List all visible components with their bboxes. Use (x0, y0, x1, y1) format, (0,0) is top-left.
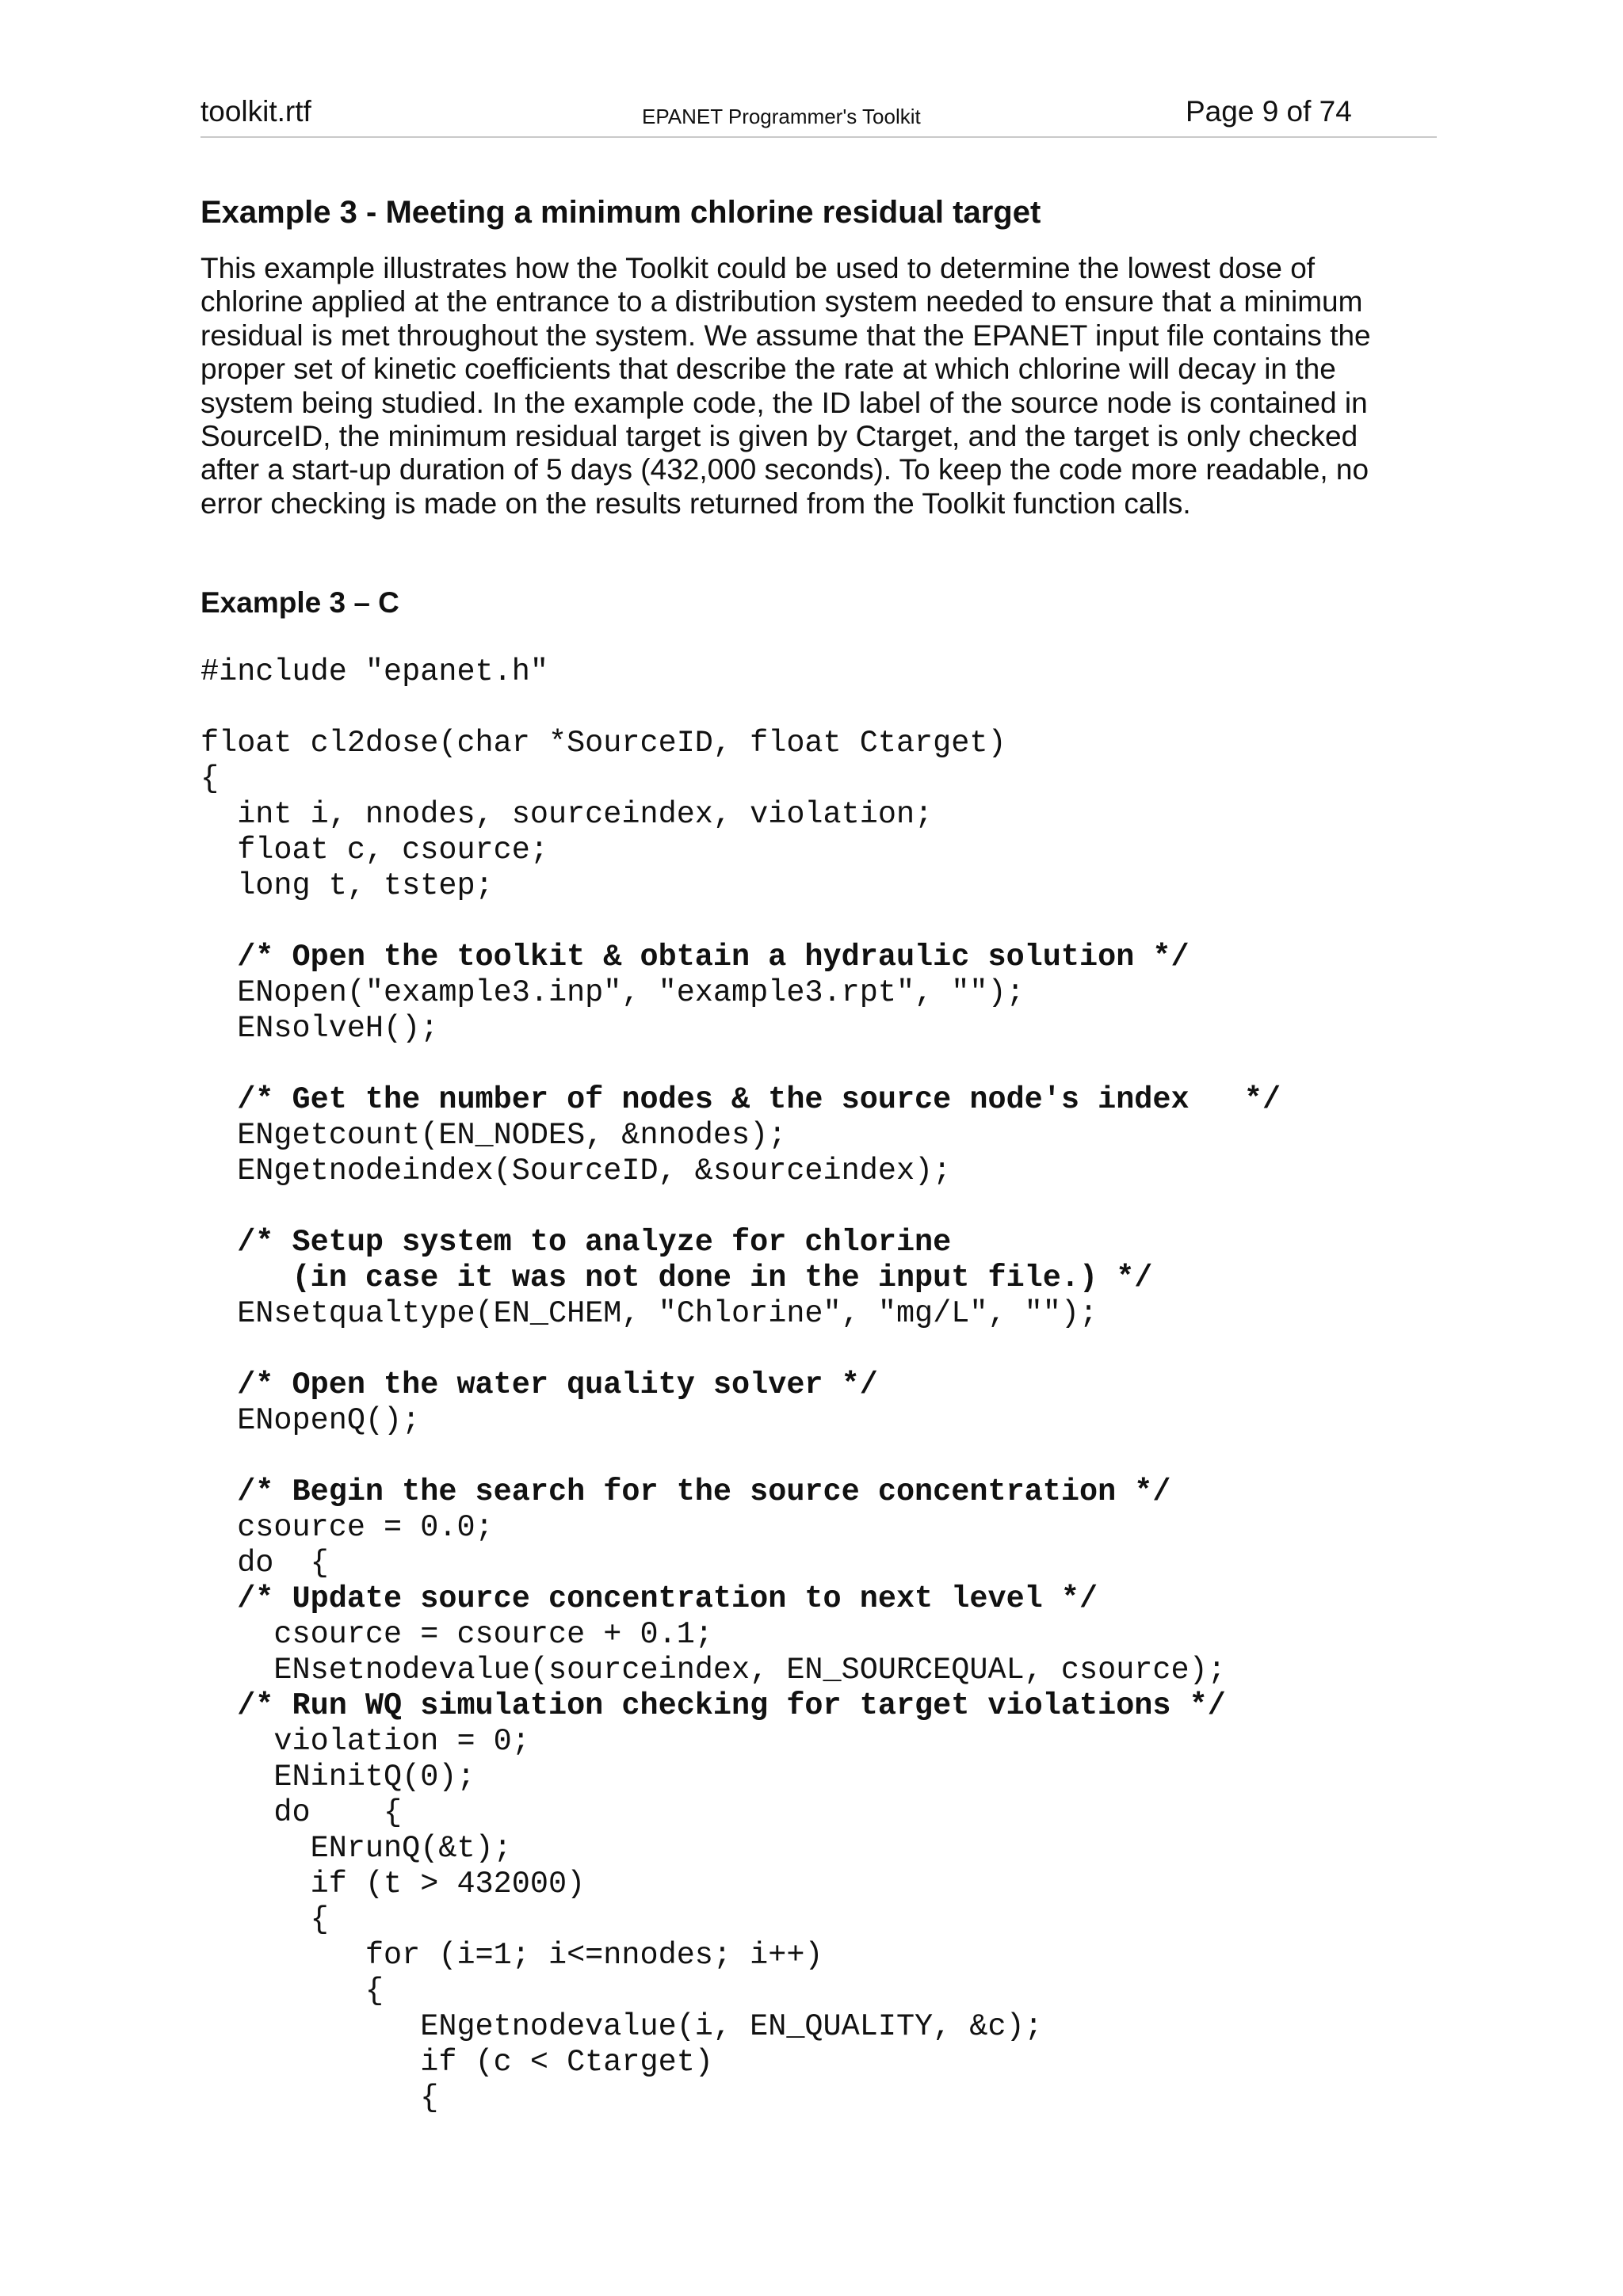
intro-line: residual is met throughout the system. We assume that the EPANET input file contains the (200, 318, 1371, 352)
code-line: { (200, 1974, 384, 2008)
code-line: { (200, 1902, 329, 1937)
code-line: ENsetnodevalue(sourceindex, EN_SOURCEQUAL, csource); (200, 1653, 1226, 1688)
code-line: ENopenQ(); (200, 1403, 421, 1438)
code-line: ENopen("example3.inp", "example3.rpt", ""); (200, 975, 1025, 1010)
code-line: ENgetnodevalue(i, EN_QUALITY, &c); (200, 2009, 1043, 2044)
code-line: violation = 0; (200, 1724, 530, 1759)
code-line: do { (200, 1546, 329, 1581)
code-comment-line: /* Begin the search for the source concentration */ (200, 1474, 1171, 1509)
code-line: csource = csource + 0.1; (200, 1617, 713, 1652)
header-page-indicator: Page 9 of 74 (1186, 95, 1352, 128)
intro-line: SourceID, the minimum residual target is given by Ctarget, and the target is only checked (200, 420, 1358, 453)
code-line: { (200, 2081, 439, 2115)
code-line: if (c < Ctarget) (200, 2045, 713, 2080)
header-doc-title: EPANET Programmer's Toolkit (642, 105, 921, 128)
code-line: ENgetcount(EN_NODES, &nnodes); (200, 1118, 787, 1153)
code-line: ENrunQ(&t); (200, 1831, 512, 1866)
code-line: csource = 0.0; (200, 1510, 494, 1545)
code-comment-line: /* Open the water quality solver */ (200, 1367, 878, 1402)
intro-paragraph (200, 252, 1445, 521)
code-line: ENinitQ(0); (200, 1760, 475, 1794)
code-line: long t, tstep; (200, 868, 494, 903)
code-line: ENgetnodeindex(SourceID, &sourceindex); (200, 1154, 952, 1188)
code-listing (200, 654, 1548, 2116)
code-comment-line: /* Setup system to analyze for chlorine (200, 1225, 952, 1260)
code-line (200, 690, 1548, 726)
code-line: ENsolveH(); (200, 1011, 439, 1046)
code-line: float cl2dose(char *SourceID, float Ctarget) (200, 726, 1006, 761)
example-subheading: Example 3 – C (200, 586, 399, 619)
code-comment-line: /* Get the number of nodes & the source node's index */ (200, 1082, 1281, 1117)
code-line: if (t > 432000) (200, 1867, 586, 1901)
code-line: for (i=1; i<=nnodes; i++) (200, 1938, 823, 1973)
code-line (200, 904, 1548, 940)
code-line (200, 1332, 1548, 1367)
code-line (200, 1189, 1548, 1225)
code-line: #include "epanet.h" (200, 654, 548, 689)
code-line (200, 1439, 1548, 1474)
code-line: ENsetqualtype(EN_CHEM, "Chlorine", "mg/L", ""); (200, 1296, 1098, 1331)
code-comment-line: /* Open the toolkit & obtain a hydraulic solution */ (200, 940, 1190, 974)
intro-line: chlorine applied at the entrance to a distribution system needed to ensure that a minimum (200, 285, 1363, 318)
code-comment-line: /* Run WQ simulation checking for target violations */ (200, 1688, 1226, 1723)
code-line (200, 1047, 1548, 1082)
code-line: int i, nnodes, sourceindex, violation; (200, 797, 934, 832)
code-comment-line: (in case it was not done in the input file.) */ (200, 1261, 1153, 1295)
intro-line: proper set of kinetic coefficients that describe the rate at which chlorine will decay in the (200, 353, 1336, 386)
intro-line: system being studied. In the example code, the ID label of the source node is contained in (200, 386, 1368, 419)
section-title: Example 3 - Meeting a minimum chlorine residual target (200, 195, 1041, 230)
page-header (200, 95, 1437, 138)
intro-line: This example illustrates how the Toolkit could be used to determine the lowest dose of (200, 252, 1316, 284)
intro-line: error checking is made on the results returned from the Toolkit function calls. (200, 486, 1191, 520)
code-line: { (200, 761, 220, 796)
code-line: float c, csource; (200, 833, 548, 868)
code-line: do { (200, 1795, 403, 1830)
code-comment-line: /* Update source concentration to next level */ (200, 1581, 1098, 1616)
intro-line: after a start-up duration of 5 days (432,000 seconds). To keep the code more readable, no (200, 453, 1369, 486)
header-filename: toolkit.rtf (200, 95, 311, 128)
